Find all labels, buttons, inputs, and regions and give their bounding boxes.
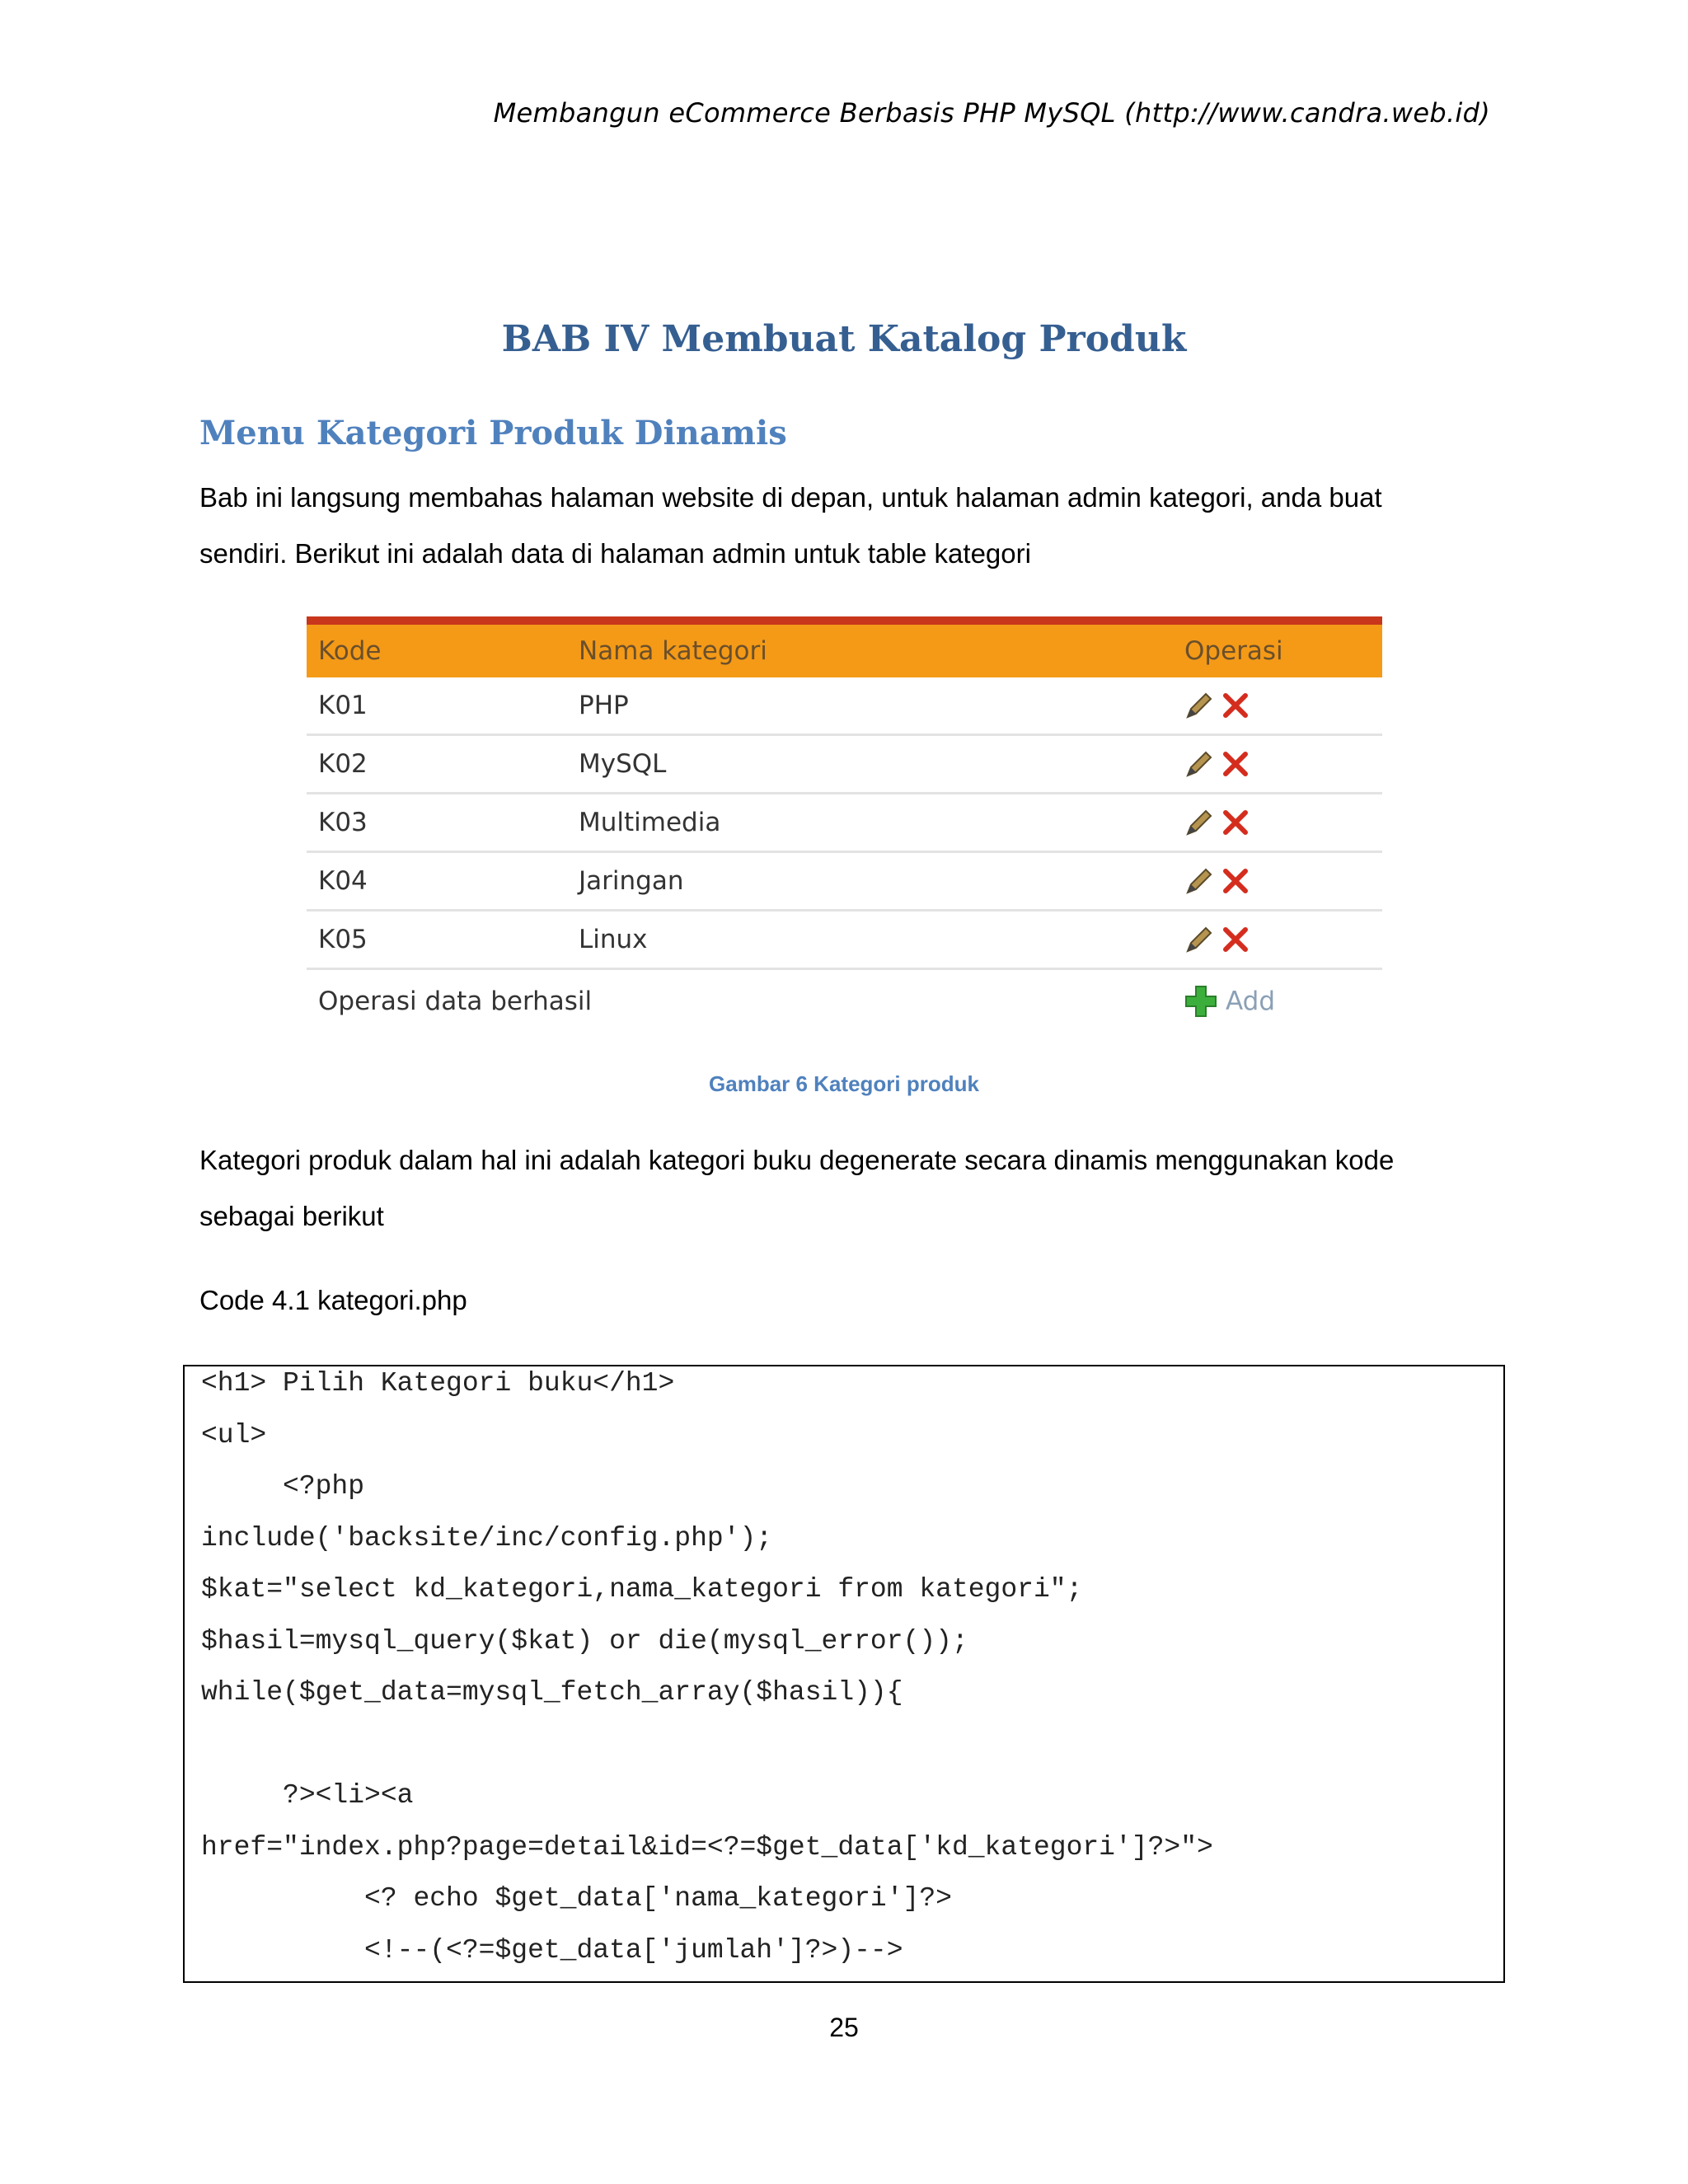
row-operations xyxy=(1184,808,1382,837)
code-line: ?><li><a xyxy=(201,1780,414,1811)
code-listing xyxy=(183,1365,1505,1983)
code-line: <h1> Pilih Kategori buku</h1> xyxy=(201,1368,675,1399)
header-kode: Kode xyxy=(318,636,382,666)
row-nama: Multimedia xyxy=(579,808,721,837)
body-line-1: Kategori produk dalam hal ini adalah kategori buku degenerate secara dinamis menggunakan kode xyxy=(199,1145,1395,1175)
code-label: Code 4.1 kategori.php xyxy=(199,1285,467,1315)
code-line: $hasil=mysql_query($kat) or die(mysql_error()); xyxy=(201,1625,968,1657)
section-title: Menu Kategori Produk Dinamis xyxy=(199,414,787,452)
pencil-icon[interactable] xyxy=(1184,866,1214,896)
add-button[interactable] xyxy=(1184,985,1382,1018)
figure-caption: Gambar 6 Kategori produk xyxy=(709,1071,979,1096)
row-kode: K04 xyxy=(318,866,368,896)
intro-line-2: sendiri. Berikut ini adalah data di halaman admin untuk table kategori xyxy=(199,538,1031,569)
add-label: Add xyxy=(1226,987,1276,1016)
table-row xyxy=(307,853,1382,912)
code-line: while($get_data=mysql_fetch_array($hasil)){ xyxy=(201,1677,903,1708)
row-nama: MySQL xyxy=(579,749,667,779)
pencil-icon[interactable] xyxy=(1184,808,1214,837)
code-line xyxy=(201,1727,1503,1779)
table-header-row xyxy=(307,625,1382,677)
body-paragraph xyxy=(199,1132,1502,1244)
x-icon[interactable] xyxy=(1221,691,1250,720)
table-row xyxy=(307,794,1382,853)
table-row xyxy=(307,736,1382,794)
code-line: $kat="select kd_kategori,nama_kategori from kategori"; xyxy=(201,1574,1083,1605)
row-nama: PHP xyxy=(579,691,629,720)
code-line: include('backsite/inc/config.php'); xyxy=(201,1522,773,1554)
row-nama: Jaringan xyxy=(579,866,684,896)
pencil-icon[interactable] xyxy=(1184,925,1214,954)
code-line: <?php xyxy=(201,1471,365,1502)
x-icon[interactable] xyxy=(1221,808,1250,837)
table-top-bar xyxy=(307,616,1382,625)
intro-paragraph xyxy=(199,470,1502,582)
x-icon[interactable] xyxy=(1221,925,1250,954)
x-icon[interactable] xyxy=(1221,749,1250,779)
row-nama: Linux xyxy=(579,925,648,954)
code-line: <? echo $get_data['nama_kategori']?> xyxy=(201,1883,952,1914)
table-row xyxy=(307,912,1382,970)
row-kode: K05 xyxy=(318,925,368,954)
table-status-row xyxy=(307,970,1382,1033)
pencil-icon[interactable] xyxy=(1184,749,1214,779)
kategori-table-figure xyxy=(307,616,1382,1022)
body-line-2: sebagai berikut xyxy=(199,1201,384,1231)
status-text: Operasi data berhasil xyxy=(318,987,593,1016)
pencil-icon[interactable] xyxy=(1184,691,1214,720)
chapter-title: BAB IV Membuat Katalog Produk xyxy=(501,318,1187,360)
plus-icon xyxy=(1184,985,1217,1018)
row-kode: K02 xyxy=(318,749,368,779)
page-number: 25 xyxy=(829,2013,859,2042)
intro-line-1: Bab ini langsung membahas halaman website di depan, untuk halaman admin kategori, anda buat xyxy=(199,482,1382,513)
row-kode: K01 xyxy=(318,691,368,720)
header-nama-kategori: Nama kategori xyxy=(579,636,767,666)
row-operations xyxy=(1184,749,1382,779)
code-line: <!--(<?=$get_data['jumlah']?>)--> xyxy=(201,1934,903,1966)
running-header: Membangun eCommerce Berbasis PHP MySQL (http://www.candra.web.id) xyxy=(493,97,1490,129)
code-line: href="index.php?page=detail&id=<?=$get_data['kd_kategori']?>"> xyxy=(201,1831,1213,1863)
table-row xyxy=(307,677,1382,736)
row-operations xyxy=(1184,691,1382,720)
row-operations xyxy=(1184,925,1382,954)
code-line: <ul> xyxy=(201,1419,267,1451)
x-icon[interactable] xyxy=(1221,866,1250,896)
row-operations xyxy=(1184,866,1382,896)
row-kode: K03 xyxy=(318,808,368,837)
header-operasi: Operasi xyxy=(1184,636,1283,666)
